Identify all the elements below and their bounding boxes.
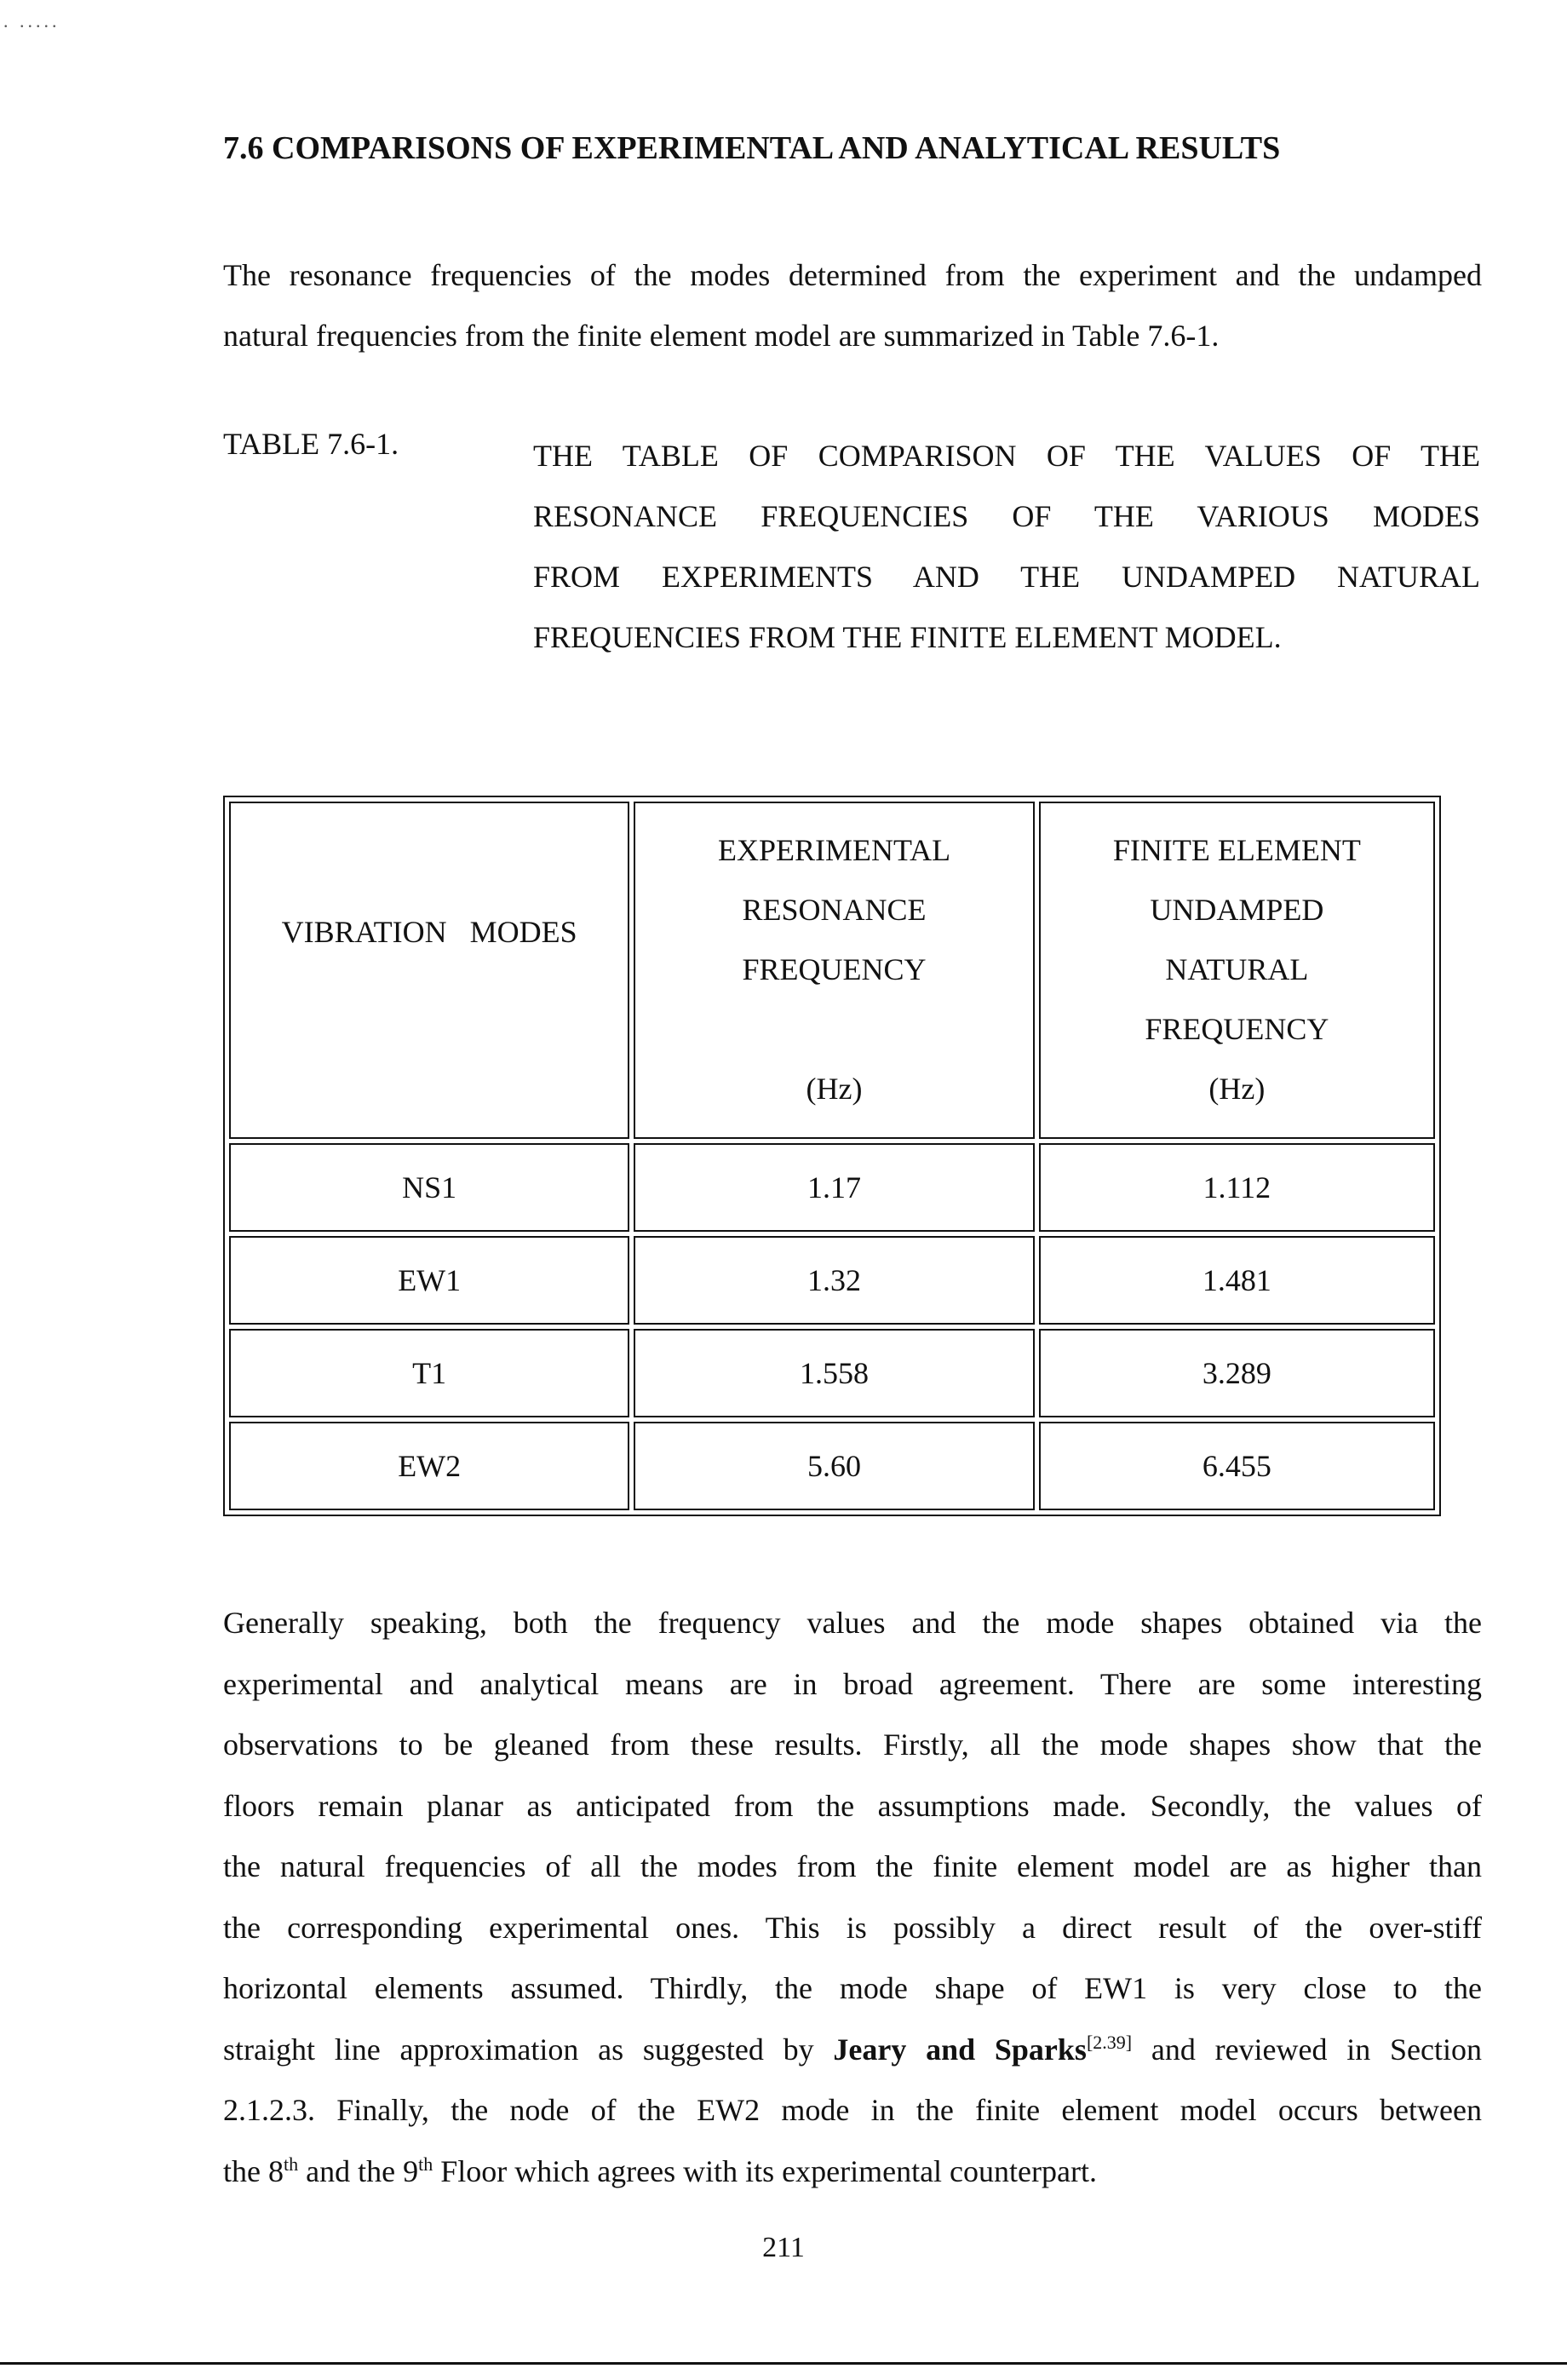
body-text: and reviewed in Section bbox=[1132, 2032, 1482, 2067]
ordinal-suffix: th bbox=[283, 2153, 299, 2175]
cell-mode: EW1 bbox=[229, 1236, 629, 1325]
table-label: TABLE 7.6-1. bbox=[223, 427, 399, 461]
body-text: Floor which agrees with its experimental counterpart. bbox=[433, 2153, 1097, 2188]
body-line bbox=[223, 2141, 1482, 2203]
ordinal-suffix: th bbox=[418, 2153, 433, 2175]
cell-finite-element: 6.455 bbox=[1039, 1422, 1435, 1510]
caption-line: RESONANCE FREQUENCIES OF THE VARIOUS MODES bbox=[533, 499, 1480, 533]
header-experimental bbox=[634, 802, 1034, 1139]
body-line: floors remain planar as anticipated from the assumptions made. Secondly, the values of bbox=[223, 1788, 1482, 1823]
header-line: RESONANCE bbox=[742, 893, 927, 927]
header-line: EXPERIMENTAL bbox=[717, 833, 951, 867]
cell-mode: T1 bbox=[229, 1329, 629, 1417]
body-line: 2.1.2.3. Finally, the node of the EW2 mode in the finite element model occurs between bbox=[223, 2093, 1482, 2127]
body-line: observations to be gleaned from these results. Firstly, all the mode shapes show that the bbox=[223, 1728, 1482, 1762]
table-caption bbox=[533, 426, 1480, 668]
body-text: the 8 bbox=[223, 2153, 284, 2188]
caption-line: FROM EXPERIMENTS AND THE UNDAMPED NATURAL bbox=[533, 560, 1480, 594]
table-row bbox=[229, 1422, 1435, 1510]
cell-finite-element: 1.481 bbox=[1039, 1236, 1435, 1325]
citation-authors: Jeary and Sparks bbox=[833, 2032, 1087, 2067]
page-number: 211 bbox=[762, 2232, 805, 2263]
header-vibration-modes bbox=[229, 802, 629, 1139]
caption-line: FREQUENCIES FROM THE FINITE ELEMENT MODEL. bbox=[533, 620, 1282, 654]
header-line: FINITE ELEMENT bbox=[1112, 833, 1361, 867]
header-line: NATURAL bbox=[1165, 952, 1309, 986]
body-line: experimental and analytical means are in broad agreement. There are some interesting bbox=[223, 1666, 1482, 1701]
intro-paragraph bbox=[223, 245, 1482, 366]
body-line bbox=[223, 2020, 1482, 2081]
comparison-table bbox=[223, 796, 1441, 1516]
header-line: FREQUENCY bbox=[742, 952, 927, 986]
caption-line: THE TABLE OF COMPARISON OF THE VALUES OF THE bbox=[533, 439, 1480, 473]
table-row bbox=[229, 1329, 1435, 1417]
table-row bbox=[229, 1236, 1435, 1325]
intro-line: The resonance frequencies of the modes determined from the experiment and the undamped bbox=[223, 258, 1482, 292]
cell-experimental: 1.32 bbox=[634, 1236, 1034, 1325]
header-line: FREQUENCY bbox=[1145, 1012, 1329, 1046]
cell-experimental: 1.17 bbox=[634, 1143, 1034, 1232]
body-line: horizontal elements assumed. Thirdly, the mode shape of EW1 is very close to the bbox=[223, 1971, 1482, 2005]
cell-experimental: 5.60 bbox=[634, 1422, 1034, 1510]
header-unit: (Hz) bbox=[1208, 1072, 1266, 1106]
header-line: UNDAMPED bbox=[1150, 893, 1324, 927]
discussion-paragraph bbox=[223, 1593, 1482, 2202]
cell-mode: EW2 bbox=[229, 1422, 629, 1510]
header-label: VIBRATION MODES bbox=[281, 915, 577, 949]
body-text: and the 9 bbox=[298, 2153, 419, 2188]
citation-ref: [2.39] bbox=[1086, 2031, 1133, 2053]
intro-line: natural frequencies from the finite element model are summarized in Table 7.6-1. bbox=[223, 319, 1220, 353]
body-line: the corresponding experimental ones. This is possibly a direct result of the over-stiff bbox=[223, 1910, 1482, 1945]
body-line: the natural frequencies of all the modes from the finite element model are as higher than bbox=[223, 1849, 1482, 1883]
bottom-rule bbox=[0, 2362, 1567, 2365]
cell-finite-element: 3.289 bbox=[1039, 1329, 1435, 1417]
header-unit: (Hz) bbox=[806, 1072, 863, 1106]
cell-mode: NS1 bbox=[229, 1143, 629, 1232]
table-row bbox=[229, 1143, 1435, 1232]
section-heading: 7.6 COMPARISONS OF EXPERIMENTAL AND ANALYTICAL RESULTS bbox=[223, 130, 1281, 166]
table-header-row bbox=[229, 802, 1435, 1139]
cell-experimental: 1.558 bbox=[634, 1329, 1034, 1417]
header-finite-element bbox=[1039, 802, 1435, 1139]
body-text: straight line approximation as suggested by bbox=[223, 2032, 834, 2067]
scan-marks: . ..... bbox=[3, 10, 60, 32]
cell-finite-element: 1.112 bbox=[1039, 1143, 1435, 1232]
body-line: Generally speaking, both the frequency values and the mode shapes obtained via the bbox=[223, 1606, 1482, 1640]
